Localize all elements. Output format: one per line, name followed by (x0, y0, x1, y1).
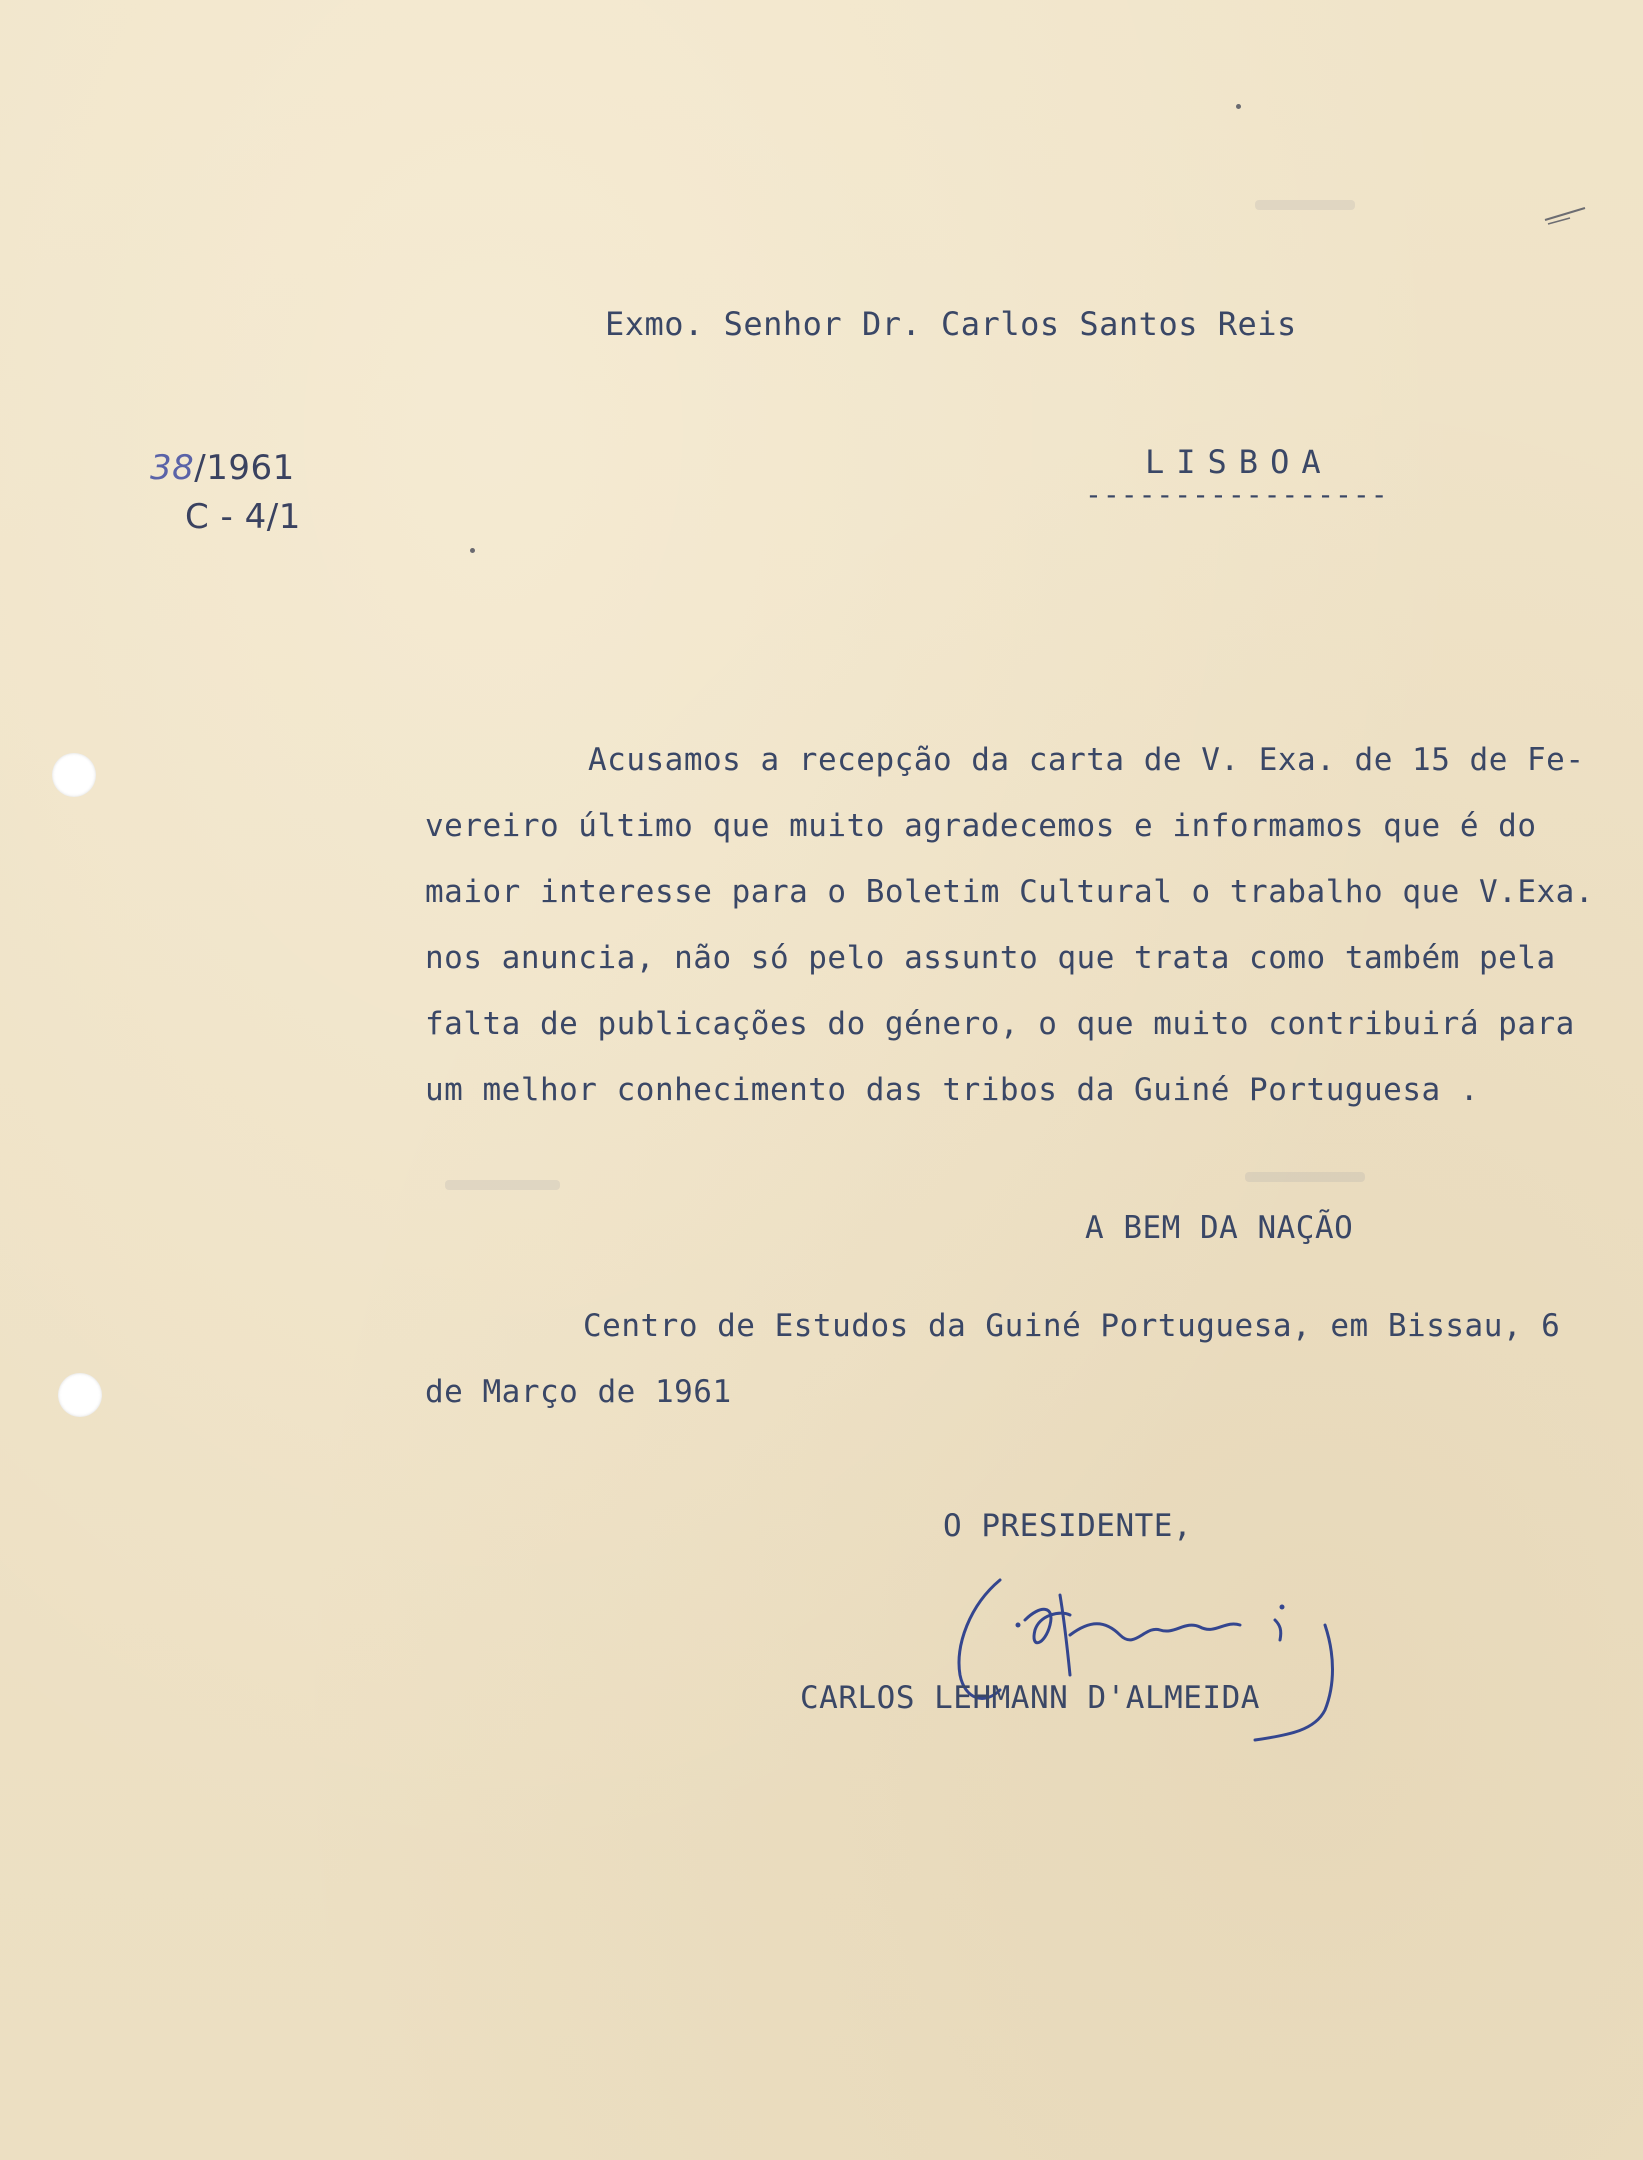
reference-code: C - 4/1 (185, 497, 301, 537)
reference-handwritten-number: 38 (150, 448, 195, 488)
paper-smudge (445, 1180, 560, 1190)
date-line: de Março de 1961 (425, 1374, 732, 1410)
handwritten-signature (930, 1565, 1410, 1745)
ink-spot (1236, 104, 1241, 109)
body-line: nos anuncia, não só pelo assunto que trata como também pela (425, 940, 1556, 976)
body-line: Acusamos a recepção da carta de V. Exa. de 15 de Fe- (588, 742, 1585, 778)
reference-number (150, 448, 295, 488)
body-line: um melhor conhecimento das tribos da Guiné Portuguesa . (425, 1072, 1479, 1108)
signatory-title: O PRESIDENTE, (943, 1508, 1193, 1544)
reference-year: /1961 (194, 448, 295, 488)
addressee-line: Exmo. Senhor Dr. Carlos Santos Reis (605, 305, 1297, 343)
city-underline: ----------------- (1085, 478, 1389, 511)
body-line: falta de publicações do género, o que muito contribuirá para (425, 1006, 1575, 1042)
signatory-name: CARLOS LEHMANN D'ALMEIDA (800, 1680, 1260, 1716)
punch-hole (58, 1373, 102, 1417)
pencil-mark (1540, 200, 1590, 230)
punch-hole (52, 753, 96, 797)
place-line: Centro de Estudos da Guiné Portuguesa, em Bissau, 6 (583, 1308, 1561, 1344)
closing-salutation: A BEM DA NAÇÃO (1085, 1210, 1354, 1246)
addressee-city: LISBOA (1145, 443, 1333, 481)
paper-smudge (1245, 1172, 1365, 1182)
body-line: maior interesse para o Boletim Cultural o trabalho que V.Exa. (425, 874, 1594, 910)
body-line: vereiro último que muito agradecemos e informamos que é do (425, 808, 1537, 844)
paper-smudge (1255, 200, 1355, 210)
ink-spot (470, 548, 475, 553)
